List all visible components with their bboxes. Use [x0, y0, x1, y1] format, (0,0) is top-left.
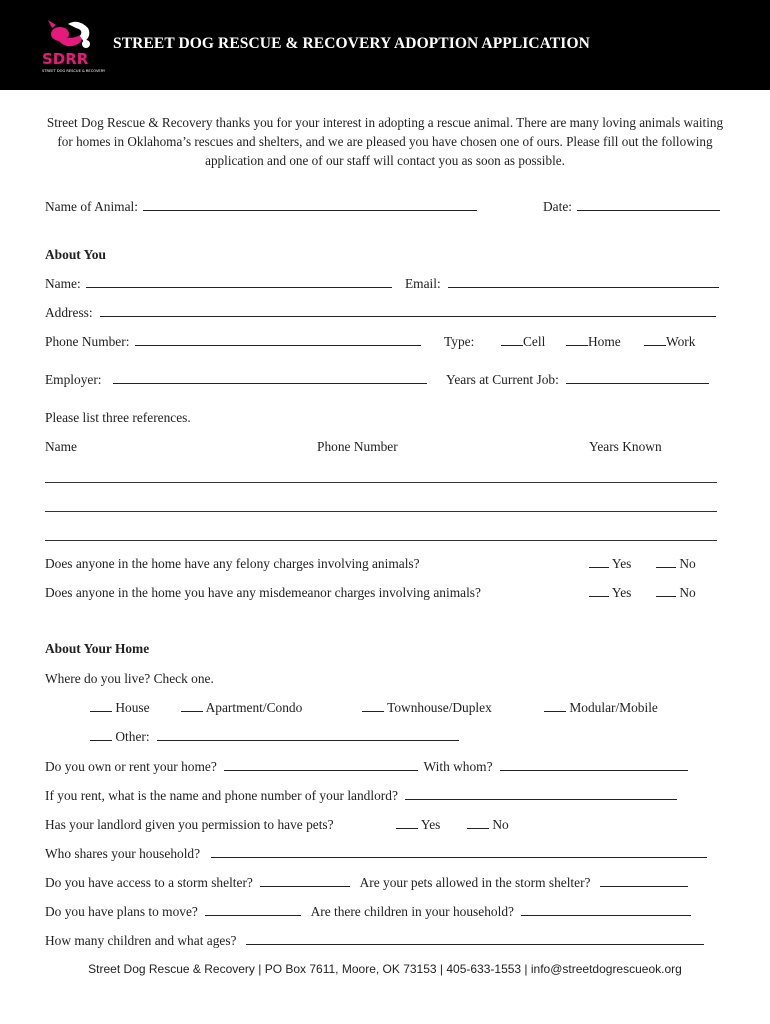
pets-storm-field[interactable]: [600, 875, 688, 887]
misdemeanor-yes-option[interactable]: [589, 585, 631, 601]
household-field[interactable]: [211, 846, 707, 858]
footer-contact: Street Dog Rescue & Recovery | PO Box 7611, Moore, OK 73153 | 405-633-1553 | info@streetdogrescueok.org: [88, 962, 682, 976]
storm-field[interactable]: [260, 875, 350, 887]
townhouse-option[interactable]: [362, 700, 492, 716]
pets-storm-label: Are your pets allowed in the storm shelter?: [359, 875, 591, 890]
townhouse-blank[interactable]: [362, 700, 384, 712]
children-field[interactable]: [521, 904, 691, 916]
phone-row: [45, 334, 421, 350]
employer-label: Employer:: [45, 372, 102, 387]
years-job-row: [446, 372, 709, 388]
children-ages-row: [45, 933, 704, 949]
misdemeanor-question: Does anyone in the home you have any misdemeanor charges involving animals?: [45, 585, 481, 600]
reference-line-3[interactable]: [45, 540, 717, 541]
landlord-field[interactable]: [405, 788, 677, 800]
email-label: Email:: [405, 276, 441, 291]
phone-label: Phone Number:: [45, 334, 130, 349]
household-row: [45, 846, 707, 862]
apartment-option[interactable]: [181, 700, 302, 716]
move-field[interactable]: [205, 904, 301, 916]
permission-yes-blank[interactable]: [396, 817, 418, 829]
date-label: Date:: [543, 199, 572, 214]
address-field[interactable]: [100, 305, 716, 317]
intro-paragraph: Street Dog Rescue & Recovery thanks you for your interest in adopting a rescue animal. There are many loving animals waiting for homes in Oklahoma’s rescues and shelters, and we are pleased you have chosen one of ours. Please fill out the following application and one of our staff will contact you as soon as possible.: [46, 115, 724, 168]
name-label: Name:: [45, 276, 81, 291]
felony-yes-blank[interactable]: [589, 556, 609, 568]
felony-no-label: No: [679, 556, 696, 571]
animal-name-row: [45, 199, 477, 215]
house-blank[interactable]: [90, 700, 112, 712]
reference-line-1[interactable]: [45, 482, 717, 483]
phone-type-row: [444, 334, 474, 350]
other-blank[interactable]: [90, 729, 112, 741]
type-cell-option[interactable]: [501, 334, 545, 350]
own-rent-row: [45, 759, 688, 775]
svg-text:STREET DOG RESCUE & RECOVERY: STREET DOG RESCUE & RECOVERY: [42, 69, 106, 73]
modular-label: Modular/Mobile: [569, 700, 658, 715]
landlord-row: [45, 788, 677, 804]
years-job-field[interactable]: [566, 372, 709, 384]
employer-row: [45, 372, 427, 388]
felony-yes-option[interactable]: [589, 556, 631, 572]
move-label: Do you have plans to move?: [45, 904, 198, 919]
children-ages-field[interactable]: [246, 933, 704, 945]
date-field[interactable]: [577, 199, 720, 211]
other-option[interactable]: [90, 729, 459, 745]
svg-text:SDRR: SDRR: [42, 50, 89, 68]
children-ages-label: How many children and what ages?: [45, 933, 237, 948]
permission-no-option[interactable]: [467, 817, 509, 833]
section-about-you: About You: [45, 247, 106, 262]
modular-option[interactable]: [544, 700, 658, 716]
type-cell-blank[interactable]: [501, 334, 523, 346]
townhouse-label: Townhouse/Duplex: [387, 700, 492, 715]
misdemeanor-no-option[interactable]: [656, 585, 696, 601]
household-label: Who shares your household?: [45, 846, 201, 861]
type-cell-label: Cell: [523, 334, 546, 349]
apartment-label: Apartment/Condo: [205, 700, 303, 715]
permission-question: Has your landlord given you permission to have pets?: [45, 817, 334, 832]
email-field[interactable]: [448, 276, 719, 288]
type-work-option[interactable]: [644, 334, 695, 350]
move-row: [45, 904, 691, 920]
with-whom-label: With whom?: [423, 759, 493, 774]
name-row: [45, 276, 392, 292]
storm-label: Do you have access to a storm shelter?: [45, 875, 253, 890]
phone-type-label: Type:: [444, 334, 475, 349]
ref-col-years: Years Known: [589, 439, 662, 454]
years-job-label: Years at Current Job:: [446, 372, 559, 387]
type-home-label: Home: [588, 334, 621, 349]
type-work-label: Work: [666, 334, 696, 349]
felony-no-blank[interactable]: [656, 556, 676, 568]
page-title: STREET DOG RESCUE & RECOVERY ADOPTION APPLICATION: [113, 35, 590, 52]
ref-col-name: Name: [45, 439, 77, 454]
type-home-blank[interactable]: [566, 334, 588, 346]
date-row: [543, 199, 720, 215]
references-prompt: Please list three references.: [45, 410, 191, 425]
type-home-option[interactable]: [566, 334, 621, 350]
permission-yes-label: Yes: [420, 817, 441, 832]
felony-yes-label: Yes: [611, 556, 632, 571]
modular-blank[interactable]: [544, 700, 566, 712]
animal-name-label: Name of Animal:: [45, 199, 138, 214]
other-label: Other:: [115, 729, 150, 744]
own-rent-field[interactable]: [224, 759, 418, 771]
misdemeanor-yes-blank[interactable]: [589, 585, 609, 597]
misdemeanor-no-blank[interactable]: [656, 585, 676, 597]
where-live-prompt: Where do you live? Check one.: [45, 671, 214, 686]
misdemeanor-yes-label: Yes: [611, 585, 632, 600]
misdemeanor-no-label: No: [679, 585, 696, 600]
with-whom-field[interactable]: [500, 759, 688, 771]
ref-col-phone: Phone Number: [317, 439, 398, 454]
children-label: Are there children in your household?: [310, 904, 514, 919]
sdrr-logo: [38, 14, 106, 76]
house-option[interactable]: [90, 700, 150, 716]
other-field[interactable]: [157, 729, 459, 741]
employer-field[interactable]: [113, 372, 427, 384]
email-row: [405, 276, 719, 292]
phone-field[interactable]: [135, 334, 421, 346]
header-bar: [0, 0, 770, 90]
address-row: [45, 305, 716, 321]
house-label: House: [115, 700, 150, 715]
type-work-blank[interactable]: [644, 334, 666, 346]
reference-line-2[interactable]: [45, 511, 717, 512]
permission-no-blank[interactable]: [467, 817, 489, 829]
address-label: Address:: [45, 305, 93, 320]
animal-name-field[interactable]: [143, 199, 477, 211]
name-field[interactable]: [86, 276, 392, 288]
own-rent-label: Do you own or rent your home?: [45, 759, 217, 774]
permission-yes-option[interactable]: [396, 817, 440, 833]
apartment-blank[interactable]: [181, 700, 203, 712]
felony-question: Does anyone in the home have any felony charges involving animals?: [45, 556, 420, 571]
section-about-home: About Your Home: [45, 641, 150, 656]
felony-no-option[interactable]: [656, 556, 696, 572]
storm-row: [45, 875, 688, 891]
landlord-label: If you rent, what is the name and phone number of your landlord?: [45, 788, 398, 803]
permission-no-label: No: [492, 817, 509, 832]
